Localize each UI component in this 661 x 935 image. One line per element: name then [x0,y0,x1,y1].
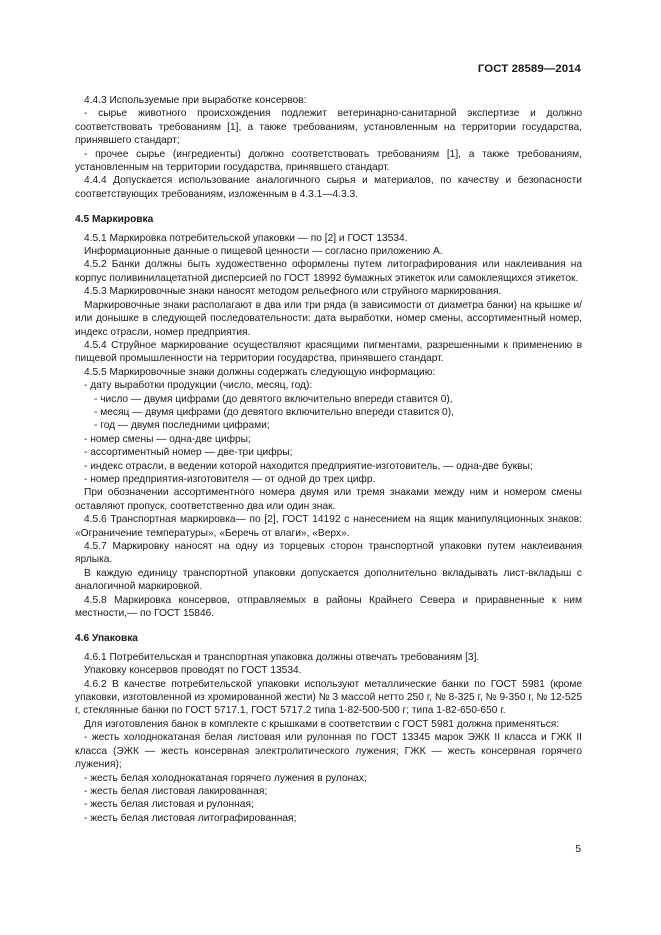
section-heading-4-6: 4.6 Упаковка [75,633,138,645]
list-subitem: - год — двумя последними цифрами; [94,420,270,432]
list-item: - жесть белая холоднокатаная горячего лужения в рулонах; [84,772,367,784]
paragraph-4-4-4: 4.4.4 Допускается использование аналогичного сырья и материалов, по качеству и безопасности соответствующих требованиям, изложенным в 4.3.1—4.3.3. [75,175,582,200]
paragraph-4-5-8: 4.5.8 Маркировка консервов, отправляемых в районы Крайнего Севера и приравненные к ним местности,— по ГОСТ 15846. [75,594,582,620]
paragraph: При обозначении ассортиментного номера двумя или тремя знаками между ним и номером смены оставляют пропуск, соответственно два или один знак. [75,487,582,512]
paragraph-4-5-6: 4.5.6 Транспортная маркировка— по [2], ГОСТ 14192 с нанесением на ящик манипуляционных знаков: «Ограничение температуры», «Беречь от влаги», «Верх». [75,514,582,539]
list-item: - дату выработки продукции (число, месяц, год): [84,380,313,392]
document-header: ГОСТ 28589—2014 [477,63,581,75]
paragraph-4-5-5: 4.5.5 Маркировочные знаки должны содержать следующую информацию: [84,366,436,378]
paragraph-4-6-1: 4.6.1 Потребительская и транспортная упаковка должны отвечать требованиям [3]. [84,651,480,663]
list-item: - номер предприятия-изготовителя — от одной до трех цифр. [84,473,376,485]
list-item: - жесть белая листовая лакированная; [84,785,268,797]
list-item: - жесть холоднокатаная белая листовая или рулонная по ГОСТ 13345 марок ЭЖК II класса и ГЖК II класса (ЭЖК — жесть консервная электролитического лужения; ГЖК — жесть консервная горячего лужения); [75,732,582,771]
list-subitem: - месяц — двумя цифрами (до девятого включительно впереди ставится 0), [94,406,454,418]
page-number: 5 [575,844,581,855]
paragraph: Маркировочные знаки располагают в два или три ряда (в зависимости от диаметра банки) на крышке и/или донышке в следующей последовательности: дата выработки, номер смены, ассортиментный номер, индекс отрасли, номер предприятия. [75,299,582,338]
paragraph-4-5-3: 4.5.3 Маркировочные знаки наносят методом рельефного или струйного маркирования. [84,286,502,298]
paragraph: Для изготовления банок в комплекте с крышками в соответствии с ГОСТ 5981 должна применяться: [84,718,560,730]
paragraph-4-5-7: 4.5.7 Маркировку наносят на одну из торцевых сторон транспортной упаковки путем наклеивания ярлыка. [75,541,582,566]
section-heading-4-5: 4.5 Маркировка [75,214,154,226]
list-item: - индекс отрасли, в ведении которой находится предприятие-изготовитель, — одна-две буквы; [84,460,533,472]
list-item: - номер смены — одна-две цифры; [84,433,251,445]
paragraph-4-5-1: 4.5.1 Маркировка потребительской упаковки — по [2] и ГОСТ 13534. [84,232,408,244]
paragraph-4-4-3: 4.4.3 Используемые при выработке консервов: [84,95,307,106]
list-item: - жесть белая листовая и рулонная; [84,799,254,811]
paragraph-4-5-4: 4.5.4 Струйное маркирование осуществляют красящими пигментами, разрешенными к применению в пищевой промышленности на территории государства, принявшего стандарт. [75,339,582,365]
list-item: - прочее сырье (ингредиенты) должно соответствовать требованиям [1], а также требованиям, установленным на территории государства, принявшего стандарт. [75,148,582,174]
paragraph: В каждую единицу транспортной упаковки допускается дополнительно вкладывать лист-вкладыш с аналогичной маркировкой. [75,567,582,593]
document-body [75,94,582,825]
list-subitem: - число — двумя цифрами (до девятого включительно впереди ставится 0), [94,393,453,405]
paragraph-4-5-2: 4.5.2 Банки должны быть художественно оформлены путем литографирования или наклеивания на корпус поливинилацетатной дисперсией по ГОСТ 18992 бумажных этикеток или самоклеящихся этикеток. [75,259,582,284]
paragraph-4-6-2: 4.6.2 В качестве потребительской упаковки используют металлические банки по ГОСТ 5981 (кроме упаковки, изготовленной из хромированной жести) № 3 массой нетто 250 г, № 8-325 г, № 9-350 г, № 12-525 г, стеклянные банки по ГОСТ 5717.1, ГОСТ 5717.2 типа 1-82-500-500 г; типа 1-82-650-650 г. [75,678,582,717]
list-item: - жесть белая листовая литографированная; [84,812,297,824]
list-item: - ассортиментный номер — две-три цифры; [84,447,293,459]
paragraph: Информационные данные о пищевой ценности — согласно приложению А. [84,246,443,258]
paragraph: Упаковку консервов проводят по ГОСТ 13534. [84,665,302,677]
list-item: - сырье животного происхождения подлежит ветеринарно-санитарной экспертизе и должно соответствовать требованиям [1], а также требованиям, установленным на территории государства, принявшего стандарт; [75,108,582,147]
